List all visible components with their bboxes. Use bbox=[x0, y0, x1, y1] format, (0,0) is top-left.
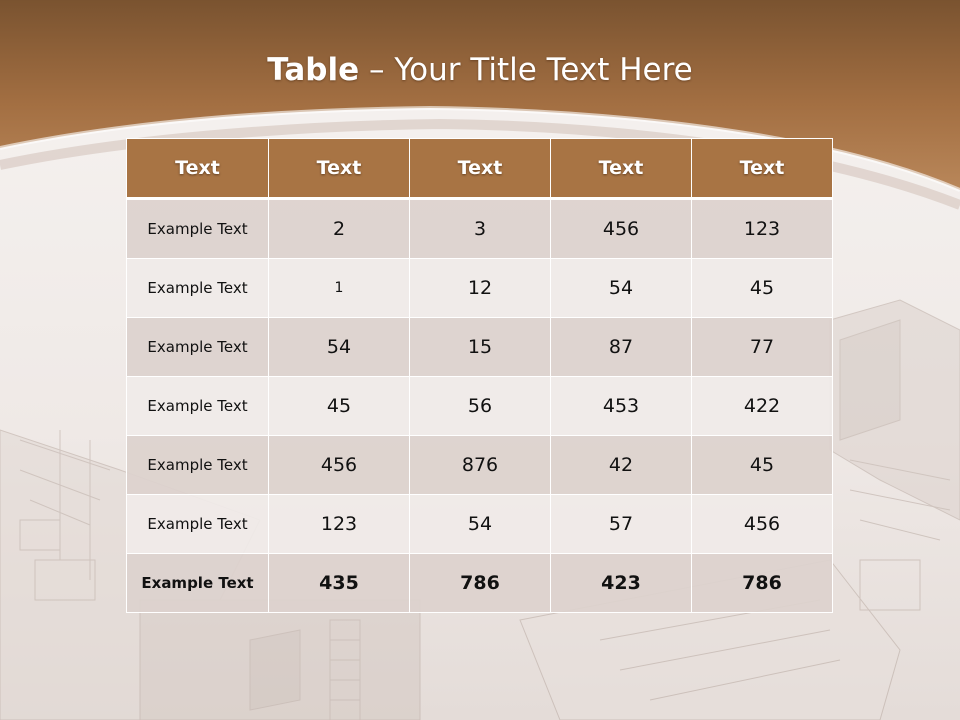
column-header: Text bbox=[127, 139, 269, 199]
table-row bbox=[127, 199, 833, 259]
table-cell: 123 bbox=[269, 495, 410, 554]
table-cell: 15 bbox=[410, 318, 551, 377]
column-header: Text bbox=[692, 139, 833, 199]
table-row bbox=[127, 259, 833, 318]
title-rest: – Your Title Text Here bbox=[359, 52, 693, 88]
row-label: Example Text bbox=[127, 436, 269, 495]
table-cell: 123 bbox=[692, 199, 833, 259]
table-cell: 54 bbox=[551, 259, 692, 318]
table-cell: 12 bbox=[410, 259, 551, 318]
row-label: Example Text bbox=[127, 495, 269, 554]
table-cell: 45 bbox=[692, 436, 833, 495]
table-cell: 45 bbox=[692, 259, 833, 318]
table-cell: 3 bbox=[410, 199, 551, 259]
table-row bbox=[127, 318, 833, 377]
table-cell: 423 bbox=[551, 554, 692, 613]
table-cell: 1 bbox=[269, 259, 410, 318]
row-label: Example Text bbox=[127, 259, 269, 318]
column-header: Text bbox=[410, 139, 551, 199]
table-cell: 42 bbox=[551, 436, 692, 495]
table-cell: 456 bbox=[692, 495, 833, 554]
table-row bbox=[127, 495, 833, 554]
row-label: Example Text bbox=[127, 199, 269, 259]
table-cell: 54 bbox=[410, 495, 551, 554]
table-cell: 56 bbox=[410, 377, 551, 436]
table-cell: 876 bbox=[410, 436, 551, 495]
column-header: Text bbox=[269, 139, 410, 199]
table-cell: 786 bbox=[410, 554, 551, 613]
table-cell: 57 bbox=[551, 495, 692, 554]
table-cell: 453 bbox=[551, 377, 692, 436]
data-table bbox=[126, 138, 833, 613]
data-table-container bbox=[126, 138, 832, 613]
table-cell: 54 bbox=[269, 318, 410, 377]
table-cell: 786 bbox=[692, 554, 833, 613]
row-label: Example Text bbox=[127, 318, 269, 377]
table-header-row bbox=[127, 139, 833, 199]
slide-title bbox=[0, 52, 960, 88]
table-cell: 456 bbox=[551, 199, 692, 259]
table-cell: 87 bbox=[551, 318, 692, 377]
table-cell: 422 bbox=[692, 377, 833, 436]
table-cell: 77 bbox=[692, 318, 833, 377]
table-cell: 2 bbox=[269, 199, 410, 259]
title-bold: Table bbox=[267, 52, 360, 88]
table-total-row bbox=[127, 554, 833, 613]
table-cell: 435 bbox=[269, 554, 410, 613]
table-cell: 456 bbox=[269, 436, 410, 495]
table-row bbox=[127, 377, 833, 436]
table-row bbox=[127, 436, 833, 495]
row-label: Example Text bbox=[127, 377, 269, 436]
column-header: Text bbox=[551, 139, 692, 199]
table-cell: 45 bbox=[269, 377, 410, 436]
row-label: Example Text bbox=[127, 554, 269, 613]
